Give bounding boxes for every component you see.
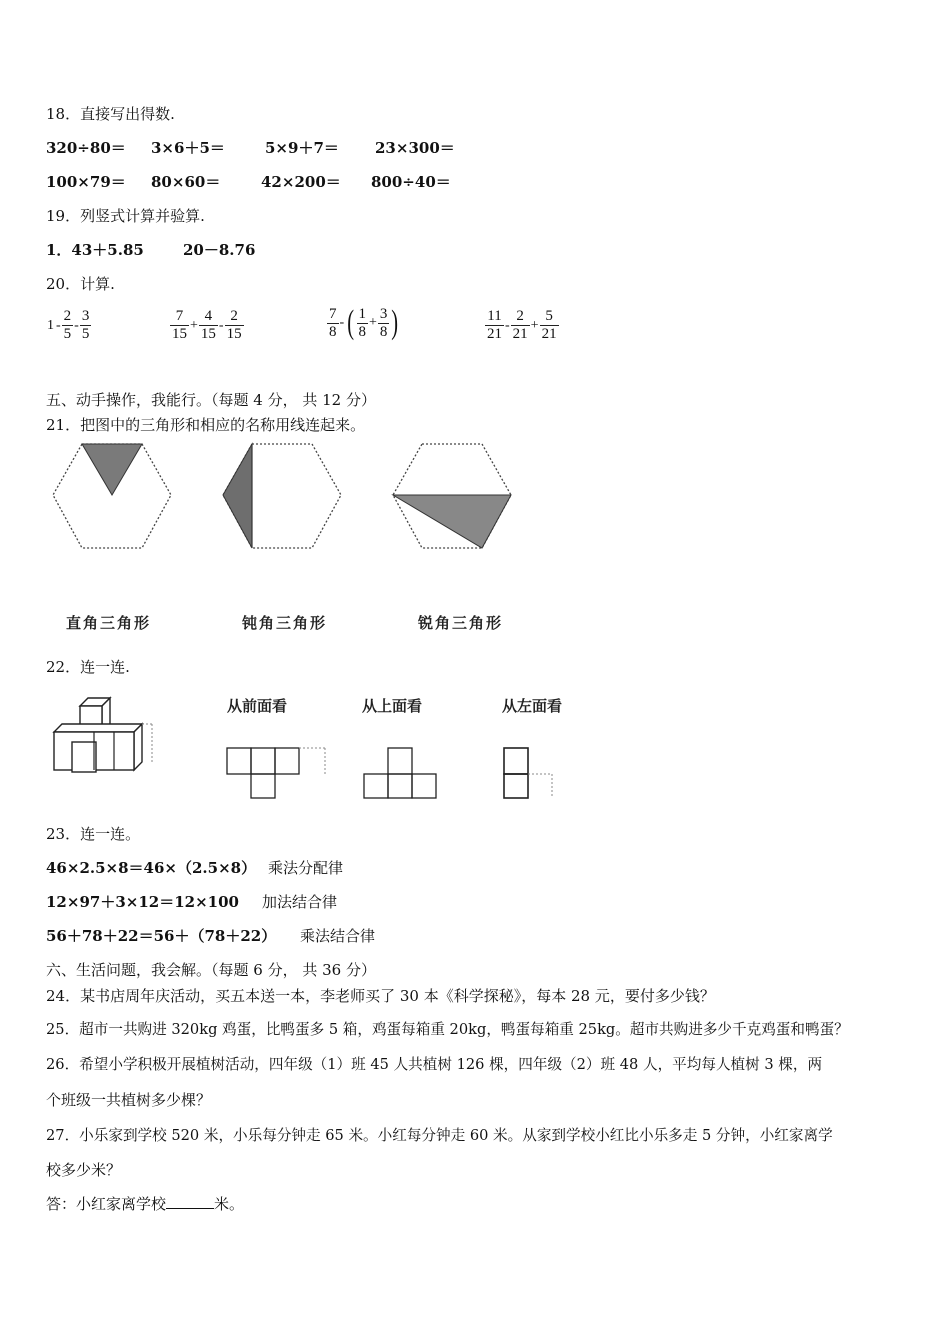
q20-e1-frac1: $\frac{2}{5}$	[63, 308, 72, 342]
q18-r1-c2: 3×6＋5＝	[151, 139, 225, 157]
view-label-top: 从上面看	[362, 697, 423, 715]
left-paren-icon: (	[347, 304, 355, 341]
q23-law-2: 加法结合律	[262, 893, 338, 911]
q19-title: 19．列竖式计算并验算.	[46, 207, 205, 225]
q26-line-2: 个班级一共植树多少棵？	[46, 1091, 212, 1109]
q20-e4-op2: +	[530, 317, 539, 333]
q18-r2-c2: 80×60＝	[151, 173, 221, 191]
q18-r2-c4: 800÷40＝	[371, 173, 451, 191]
q19-item-2: 20－8.76	[183, 241, 256, 259]
view-shape-3	[502, 745, 557, 801]
label-obtuse-triangle: 钝角三角形	[242, 614, 328, 632]
q19-item-1: 1．43＋5.85	[46, 241, 144, 259]
q20-e3-op1: -	[339, 315, 345, 330]
q20-e4-frac2: $\frac{2}{21}$	[512, 308, 528, 342]
hexagon-figure-1	[50, 440, 175, 555]
q27-line-1: 27．小乐家到学校 520 米，小乐每分钟走 65 米。小红每分钟走 60 米。从家到学校小红比小乐多走 5 分钟，小红家离学	[46, 1127, 833, 1144]
q20-e1-op1: -	[56, 317, 61, 333]
q24-text: 24．某书店周年庆活动，买五本送一本，李老师买了 30 本《科学探秘》，每本 28 元，要付多少钱？	[46, 987, 715, 1005]
q25-text: 25．超市一共购进 320kg 鸡蛋，比鸭蛋多 5 箱，鸡蛋每箱重 20kg，鸭蛋每箱重 25kg。超市共购进多少千克鸡蛋和鸭蛋？	[46, 1021, 849, 1038]
q18-r1-c3: 5×9＋7＝	[265, 139, 339, 157]
answer-blank[interactable]	[166, 1194, 214, 1209]
right-paren-icon: )	[391, 304, 399, 341]
q21-title: 21．把图中的三角形和相应的名称用线连起来。	[46, 416, 366, 434]
q27-answer-suffix: 米。	[214, 1195, 245, 1213]
q20-e1-frac2: $\frac{3}{5}$	[81, 308, 90, 342]
q20-expr-3	[327, 303, 401, 343]
q18-title: 18．直接写出得数.	[46, 105, 175, 123]
cube-stack-figure	[48, 692, 163, 777]
q23-expr-3: 56＋78＋22＝56＋（78＋22）	[46, 927, 277, 945]
q20-e2-op2: -	[218, 317, 224, 333]
label-right-triangle: 直角三角形	[66, 614, 152, 632]
q18-r2-c1: 100×79＝	[46, 173, 126, 191]
hexagon-figure-2	[220, 440, 345, 555]
q23-expr-2: 12×97＋3×12＝12×100	[46, 893, 239, 911]
q23-expr-1: 46×2.5×8＝46×（2.5×8）	[46, 859, 257, 877]
q20-e4-frac1: $\frac{11}{21}$	[487, 308, 502, 342]
q20-expr-1	[46, 308, 91, 343]
section-5-title: 五、动手操作，我能行。（每题 4 分， 共 12 分）	[46, 391, 376, 409]
q23-law-1: 乘法分配律	[268, 859, 344, 877]
q20-e2-op1: +	[190, 317, 198, 333]
q27-line-2: 校多少米？	[46, 1161, 122, 1179]
q20-title: 20．计算.	[46, 275, 115, 293]
q20-e3-frac1: $\frac{7}{8}$	[329, 305, 337, 340]
view-label-front: 从前面看	[227, 697, 288, 715]
q26-line-1: 26．希望小学积极开展植树活动，四年级（1）班 45 人共植树 126 棵，四年级（2）班 48 人，平均每人植树 3 棵，两	[46, 1056, 823, 1073]
section-6-title: 六、生活问题，我会解。（每题 6 分， 共 36 分）	[46, 961, 376, 979]
q27-answer-prefix: 答：小红家离学校	[46, 1195, 167, 1213]
q20-e4-op1: -	[505, 317, 510, 333]
q18-r1-c4: 23×300＝	[375, 139, 455, 157]
q20-e1-op2: -	[74, 317, 79, 333]
q27-answer	[46, 1193, 244, 1214]
label-acute-triangle: 锐角三角形	[418, 614, 504, 632]
q18-r2-c3: 42×200＝	[261, 173, 341, 191]
q20-e2-frac3: $\frac{2}{15}$	[226, 308, 242, 342]
q18-r1-c1: 320÷80＝	[46, 139, 126, 157]
q20-e1-lead: 1	[47, 317, 54, 333]
hexagon-figure-3	[390, 440, 515, 555]
q20-e2-frac1: $\frac{7}{15}$	[172, 308, 187, 342]
q20-e3-frac2: $\frac{1}{8}$	[358, 305, 366, 340]
q20-e4-frac3: $\frac{5}{21}$	[541, 308, 557, 342]
q23-title: 23．连一连。	[46, 825, 141, 843]
q23-law-3: 乘法结合律	[300, 927, 376, 945]
q22-title: 22．连一连.	[46, 658, 130, 676]
q20-e3-frac3: $\frac{3}{8}$	[379, 305, 388, 340]
q20-expr-4	[485, 308, 559, 343]
view-label-left: 从左面看	[502, 697, 563, 715]
view-shape-1	[225, 745, 330, 801]
q20-e3-op2: +	[369, 315, 377, 330]
view-shape-2	[362, 745, 442, 801]
q20-expr-2	[170, 308, 244, 343]
q20-e2-frac2: $\frac{4}{15}$	[200, 308, 216, 342]
